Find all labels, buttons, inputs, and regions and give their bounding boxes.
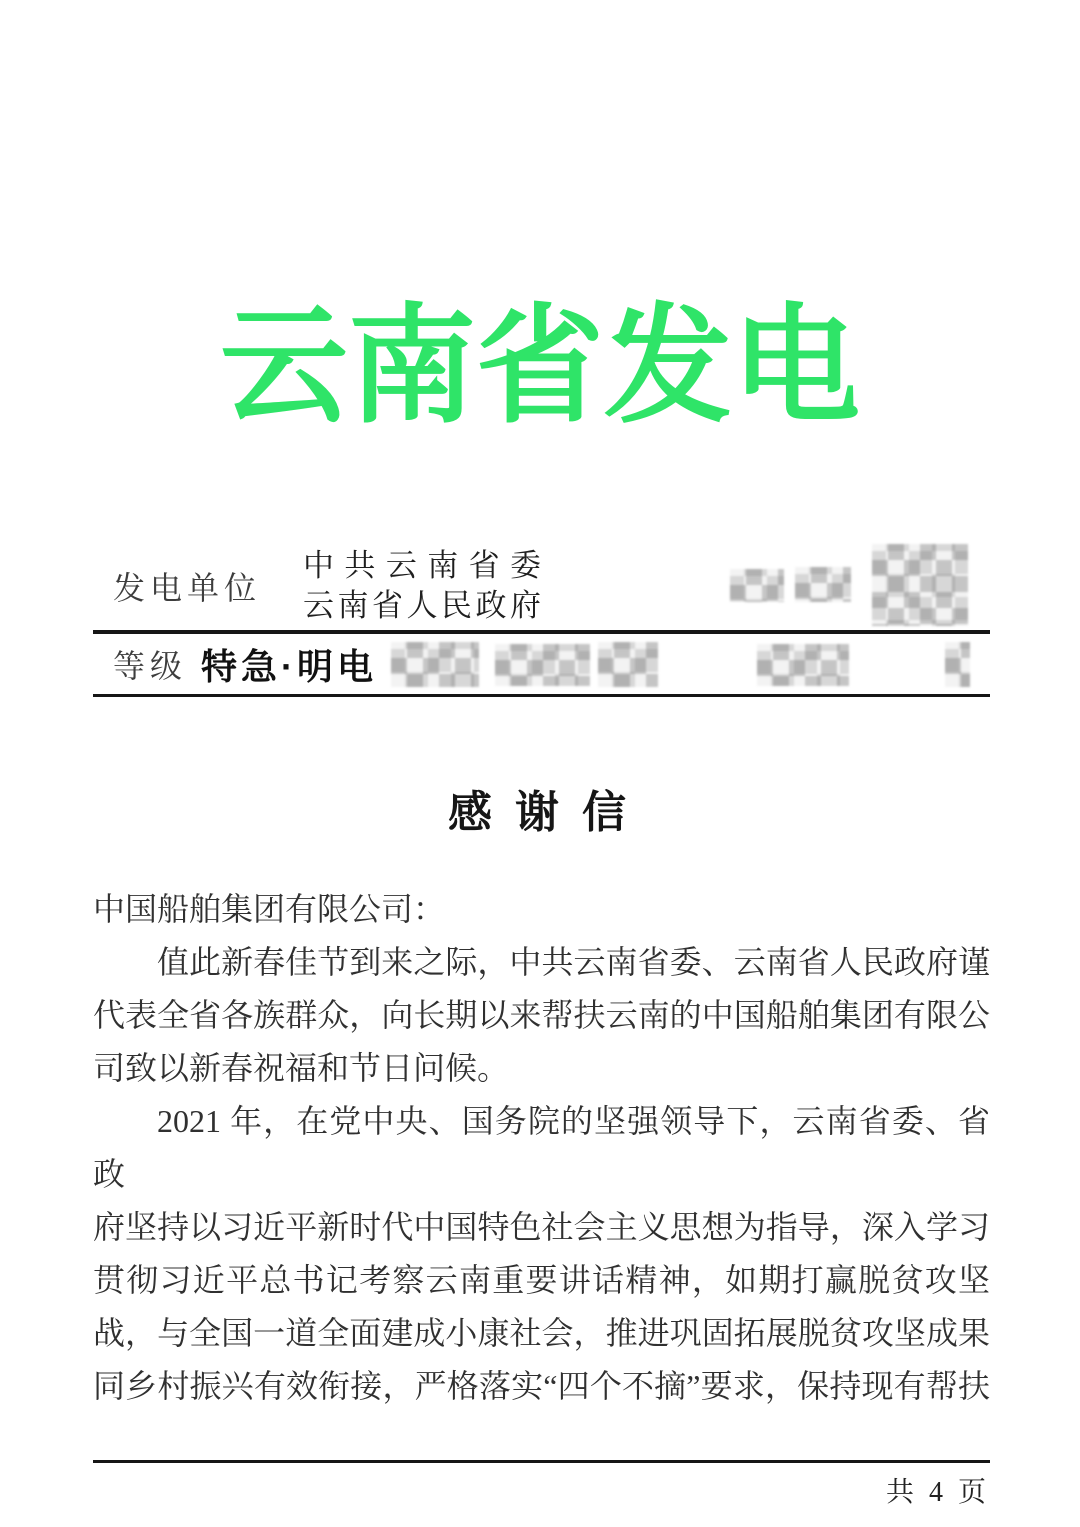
body-line: 贯彻习近平总书记考察云南重要讲话精神，如期打赢脱贫攻坚 bbox=[93, 1262, 990, 1298]
grade-label: 等级 bbox=[113, 648, 188, 684]
body-line: 战，与全国一道全面建成小康社会，推进巩固拓展脱贫攻坚成果 bbox=[93, 1315, 990, 1351]
redaction-mosaic bbox=[795, 567, 851, 602]
issuer-line-1: 中共云南省委 bbox=[303, 548, 542, 583]
issuer-label: 发电单位 bbox=[113, 570, 262, 606]
redaction-mosaic bbox=[730, 569, 784, 602]
telegram-header-table bbox=[93, 542, 990, 697]
issuer-line-2: 云南省人民政府 bbox=[303, 588, 542, 623]
grade-value: 特急·明电 bbox=[201, 645, 378, 687]
redaction-mosaic bbox=[495, 644, 590, 686]
page-count: 共 4 页 bbox=[885, 1477, 990, 1508]
body-line: 同乡村振兴有效衔接，严格落实“四个不摘”要求，保持现有帮扶 bbox=[93, 1368, 990, 1404]
body-line: 值此新春佳节到来之际，中共云南省委、云南省人民政府谨 bbox=[157, 944, 990, 980]
redaction-mosaic bbox=[598, 642, 658, 687]
body-line: 府坚持以习近平新时代中国特色社会主义思想为指导，深入学习 bbox=[93, 1209, 990, 1245]
body-line: 代表全省各族群众，向长期以来帮扶云南的中国船舶集团有限公 bbox=[93, 997, 990, 1033]
issuer-value bbox=[303, 546, 541, 626]
issuer-row bbox=[93, 542, 990, 634]
telegram-masthead-title: 云南省发电 bbox=[219, 296, 860, 438]
body-line: 2021 年，在党中央、国务院的坚强领导下，云南省委、省政 bbox=[93, 1103, 990, 1192]
letter-body bbox=[93, 883, 990, 1413]
redaction-mosaic bbox=[872, 544, 968, 626]
body-line: 司致以新春祝福和节日问候。 bbox=[93, 1050, 510, 1086]
grade-row bbox=[93, 634, 990, 697]
letter-title: 感 谢 信 bbox=[448, 788, 632, 837]
redaction-mosaic bbox=[757, 644, 849, 686]
redaction-mosaic bbox=[945, 642, 970, 687]
redaction-mosaic bbox=[391, 642, 479, 687]
body-line-recipient: 中国船舶集团有限公司： bbox=[93, 891, 446, 927]
footer-divider bbox=[93, 1460, 990, 1463]
